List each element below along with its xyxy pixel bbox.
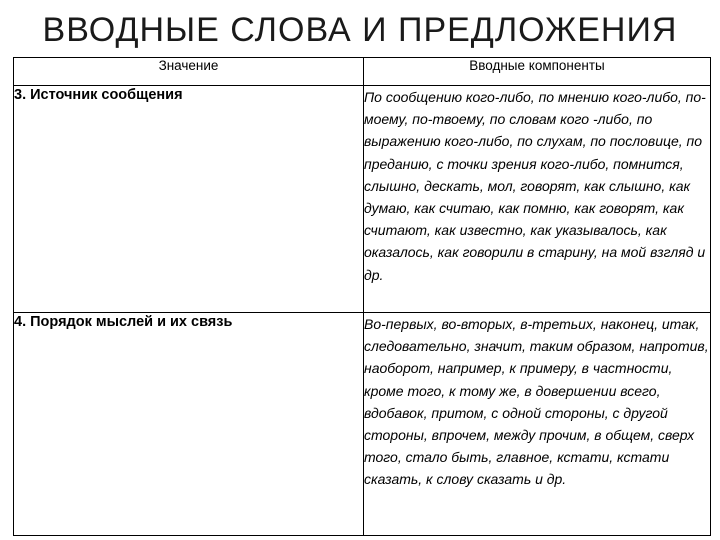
row-meaning: 3. Источник сообщения (14, 86, 364, 313)
row-meaning: 4. Порядок мыслей и их связь (14, 313, 364, 536)
introductory-words-table (13, 57, 711, 536)
row-components: Во-первых, во-вторых, в-третьих, наконец, итак, следовательно, значит, таким образом, напротив, наоборот, например, к примеру, в частности, кроме того, к тому же, в довершении всего, вдобавок, притом, с одной стороны, с другой стороны, впрочем, между прочим, в общем, сверх того, стало быть, главное, кстати, кстати сказать, к слову сказать и др. (364, 313, 711, 536)
table-row (14, 313, 711, 536)
header-components: Вводные компоненты (364, 58, 711, 86)
table-row (14, 86, 711, 313)
header-meaning: Значение (14, 58, 364, 86)
row-components: По сообщению кого-либо, по мнению кого-либо, по-моему, по-твоему, по словам кого -либо, по выражению кого-либо, по слухам, по пословице, по преданию, с точки зрения кого-либо, помнится, слышно, дескать, мол, говорят, как слышно, как думаю, как считаю, как помню, как говорят, как считают, как известно, как указывалось, как оказалось, как говорили в старину, на мой взгляд и др. (364, 86, 711, 313)
table-header-row (14, 58, 711, 86)
slide-title: ВВОДНЫЕ СЛОВА И ПРЕДЛОЖЕНИЯ (42, 11, 678, 49)
